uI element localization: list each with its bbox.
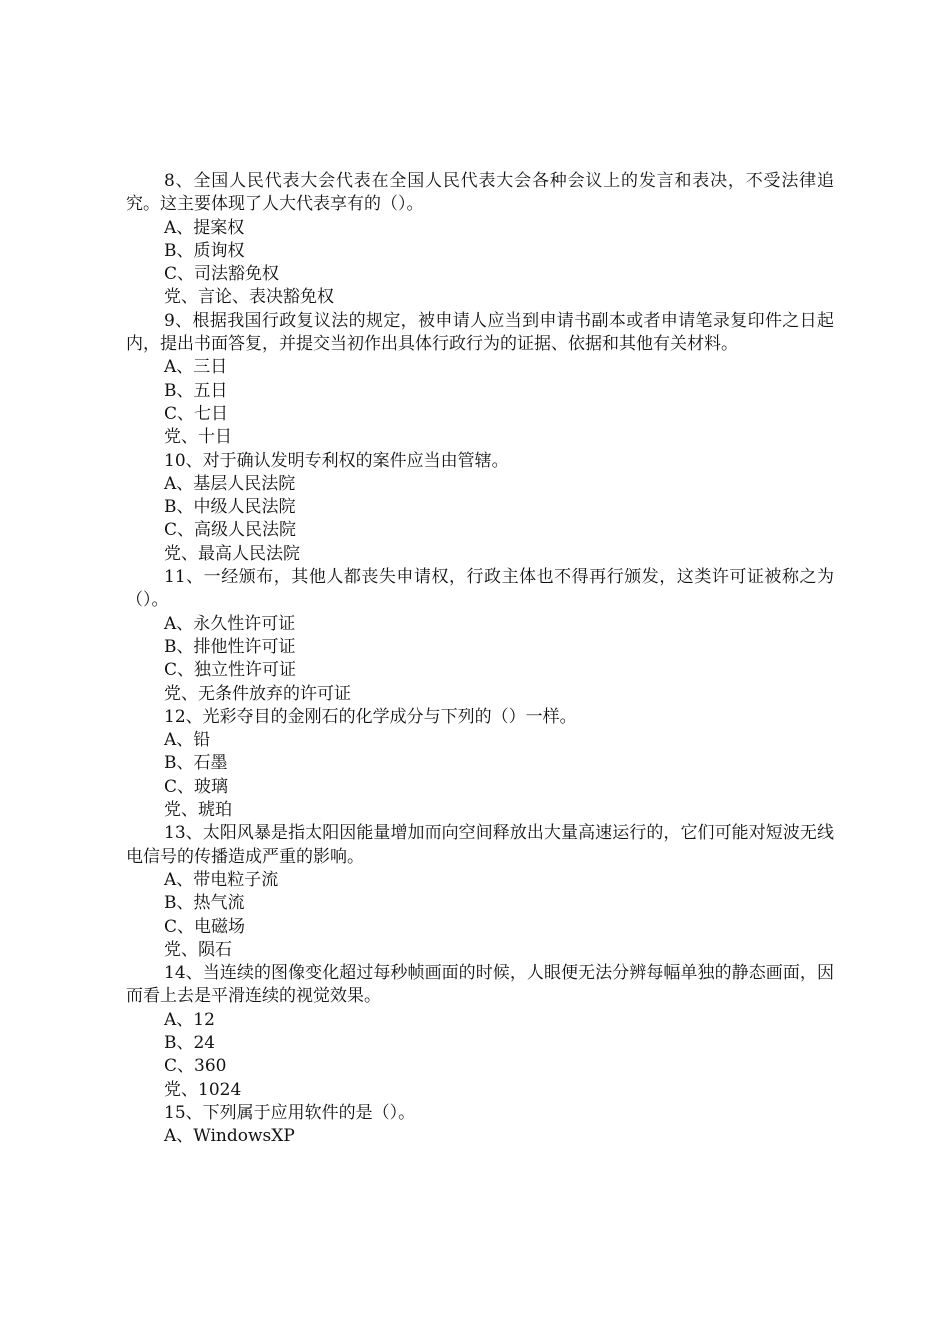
option-b: B、五日	[164, 380, 228, 401]
question-12	[126, 706, 834, 822]
option-a: A、基层人民法院	[164, 473, 296, 494]
question-text: 10、对于确认发明专利权的案件应当由管辖。	[164, 450, 509, 471]
option-c: C、玻璃	[164, 776, 229, 797]
question-list	[126, 170, 834, 1148]
question-10	[126, 450, 834, 566]
option-b: B、中级人民法院	[164, 497, 296, 518]
option-d: 党、十日	[164, 427, 232, 448]
question-13	[126, 822, 834, 962]
question-text: 8、全国人民代表大会代表在全国人民代表大会各种会议上的发言和表决，不受法律追究。这主要体现了人大代表享有的（）。	[126, 171, 834, 215]
question-11	[126, 566, 834, 706]
question-text: 9、根据我国行政复议法的规定，被申请人应当到申请书副本或者申请笔录复印件之日起内，提出书面答复，并提交当初作出具体行政行为的证据、依据和其他有关材料。	[126, 310, 834, 355]
option-d: 党、最高人民法院	[164, 543, 300, 564]
option-c: C、360	[164, 1056, 227, 1077]
question-text: 13、太阳风暴是指太阳因能量增加而向空间释放出大量高速运行的，它们可能对短波无线电信号的传播造成严重的影响。	[126, 823, 834, 867]
option-b: B、质询权	[164, 240, 245, 261]
option-c: C、司法豁免权	[164, 264, 280, 285]
option-c: C、电磁场	[164, 916, 246, 937]
option-a: A、永久性许可证	[164, 613, 296, 634]
question-text: 14、当连续的图像变化超过每秒帧画面的时候，人眼便无法分辨每幅单独的静态画面，因而看上去是平滑连续的视觉效果。	[126, 963, 834, 1007]
question-text: 11、一经颁布，其他人都丧失申请权，行政主体也不得再行颁发，这类许可证被称之为（）。	[126, 567, 834, 611]
option-b: B、24	[164, 1032, 216, 1053]
option-d: 党、陨石	[164, 939, 232, 960]
option-a: A、铅	[164, 730, 211, 751]
option-d: 党、言论、表决豁免权	[164, 287, 334, 308]
option-a: A、WindowsXP	[164, 1126, 295, 1147]
option-a: A、提案权	[164, 217, 245, 238]
option-d: 党、琥珀	[164, 800, 232, 821]
option-d: 党、无条件放弃的许可证	[164, 683, 351, 704]
question-8	[126, 170, 834, 310]
option-c: C、七日	[164, 403, 229, 424]
question-9	[126, 310, 834, 450]
option-a: A、带电粒子流	[164, 869, 279, 890]
option-c: C、独立性许可证	[164, 660, 297, 681]
question-text: 12、光彩夺目的金刚石的化学成分与下列的（）一样。	[164, 706, 577, 727]
option-b: B、排他性许可证	[164, 636, 296, 657]
question-text: 15、下列属于应用软件的是（）。	[164, 1102, 416, 1123]
question-15	[126, 1102, 834, 1149]
option-a: A、三日	[164, 357, 228, 378]
option-b: B、石墨	[164, 753, 228, 774]
option-d: 党、1024	[164, 1079, 242, 1100]
option-b: B、热气流	[164, 893, 245, 914]
option-c: C、高级人民法院	[164, 520, 297, 541]
option-a: A、12	[164, 1009, 215, 1030]
question-14	[126, 962, 834, 1102]
